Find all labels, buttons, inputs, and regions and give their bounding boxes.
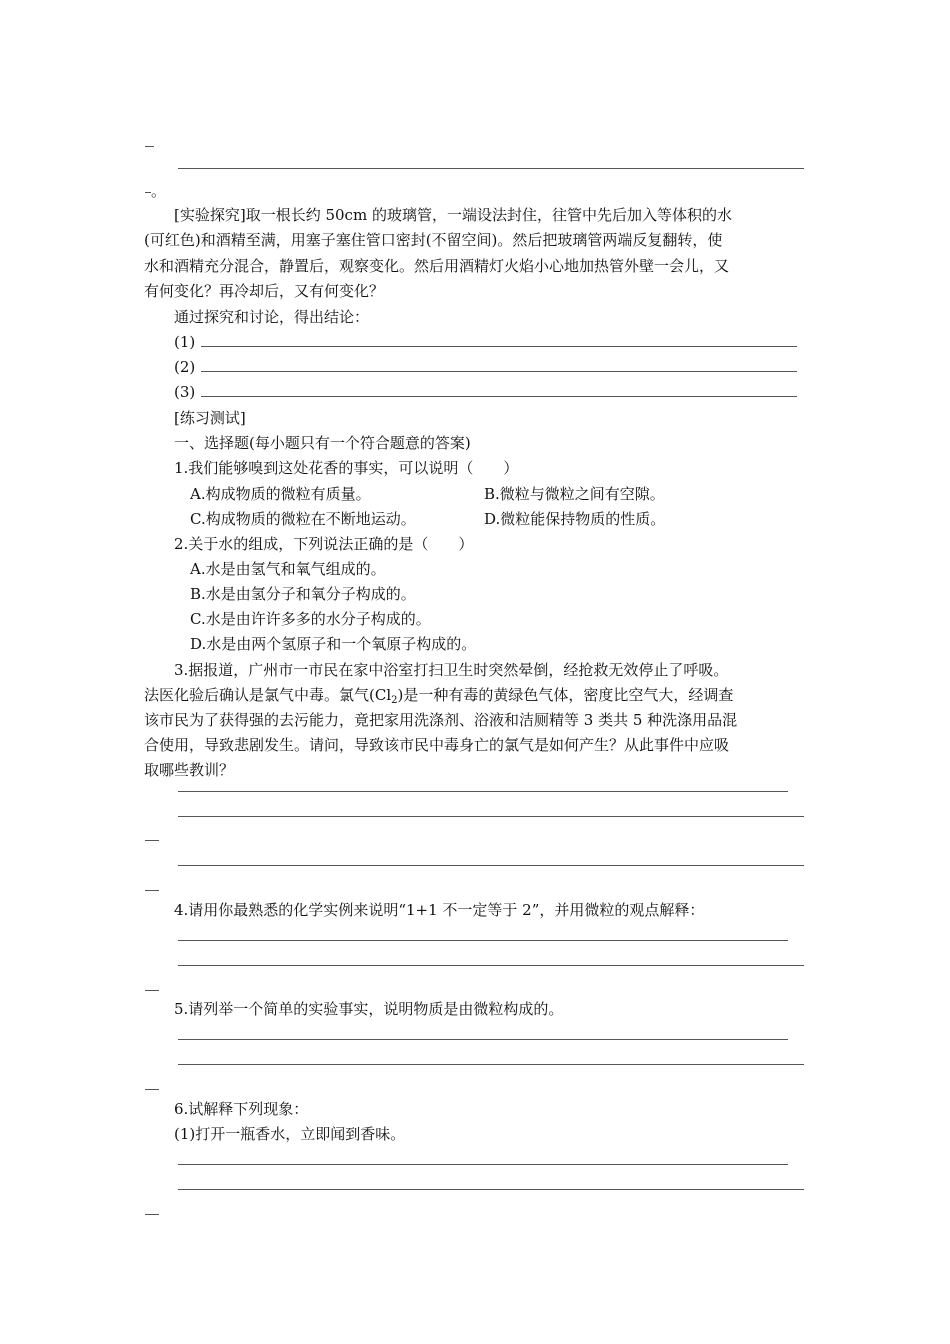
q1-option-b: B.微粒与微粒之间有空隙。 — [484, 485, 665, 503]
q6-answer-line — [178, 1189, 804, 1190]
answer-line-stub — [145, 840, 159, 841]
answer-line-stub — [145, 146, 154, 147]
conclusion-intro: 通过探究和讨论，得出结论： — [174, 308, 370, 326]
answer-line — [178, 168, 804, 169]
q3-answer-line — [178, 816, 804, 817]
q6-part-1: (1)打开一瓶香水，立即闻到香味。 — [174, 1125, 406, 1143]
experiment-line-4: 有何变化？再冷却后，又有何变化？ — [144, 282, 385, 300]
q2-option-b: B.水是由氢分子和氧分子构成的。 — [190, 585, 416, 603]
conclusion-answer-line-1 — [201, 346, 797, 347]
conclusion-answer-line-2 — [201, 371, 797, 372]
q5-answer-line — [178, 1064, 804, 1065]
conclusion-label-1: (1) — [174, 333, 196, 351]
q5-answer-line — [178, 1039, 788, 1040]
q6-stem: 6.试解释下列现象： — [174, 1100, 309, 1118]
q3-answer-line — [178, 791, 788, 792]
q1-stem: 1.我们能够嗅到这处花香的事实，可以说明（ ） — [174, 459, 519, 477]
experiment-line-3: 水和酒精充分混合，静置后，观察变化。然后用酒精灯火焰小心地加热管外壁一会儿，又 — [144, 257, 730, 275]
chlorine-subscript: 2 — [391, 695, 398, 706]
q1-option-a: A.构成物质的微粒有质量。 — [190, 485, 371, 503]
q2-option-c: C.水是由许许多多的水分子构成的。 — [190, 610, 431, 628]
experiment-line-2: (可红色)和酒精至满，用塞子塞住管口密封(不留空间)。然后把玻璃管两端反复翻转，使 — [144, 231, 723, 249]
conclusion-label-2: (2) — [174, 358, 196, 376]
q3-line-1: 3.据报道，广州市一市民在家中浴室打扫卫生时突然晕倒，经抢救无效停止了呼吸。 — [174, 661, 729, 679]
experiment-line-1: [实验探究]取一根长约 50cm 的玻璃管，一端设法封住，往管中先后加入等体积的水 — [174, 206, 732, 224]
q3-line-2-pre: 法医化验后确认是氯气中毒。氯气(Cl — [144, 686, 392, 704]
answer-line-stub — [145, 890, 159, 891]
q2-option-d: D.水是由两个氢原子和一个氧原子构成的。 — [190, 635, 477, 653]
q3-line-2 — [144, 685, 733, 711]
conclusion-answer-line-3 — [201, 396, 797, 397]
section-heading: 一、选择题(每小题只有一个符合题意的答案) — [174, 434, 471, 452]
answer-line-stub — [145, 990, 159, 991]
q3-line-5: 取哪些教训？ — [144, 761, 235, 779]
q4-answer-line — [178, 940, 788, 941]
end-period: 。 — [151, 182, 167, 200]
q1-option-d: D.微粒能保持物质的性质。 — [484, 510, 666, 528]
q1-option-c: C.构成物质的微粒在不断地运动。 — [190, 510, 416, 528]
q3-line-4: 合使用，导致悲剧发生。请问，导致该市民中毒身亡的氯气是如何产生？从此事件中应吸 — [144, 736, 730, 754]
q6-answer-line — [178, 1164, 788, 1165]
q2-option-a: A.水是由氢气和氧气组成的。 — [190, 560, 386, 578]
conclusion-label-3: (3) — [174, 383, 196, 401]
q3-answer-line — [178, 865, 804, 866]
q3-line-2-post: )是一种有毒的黄绿色气体，密度比空气大，经调查 — [397, 686, 734, 704]
q4-answer-line — [178, 965, 804, 966]
q4-stem: 4.请用你最熟悉的化学实例来说明“1+1 不一定等于 2”，并用微粒的观点解释： — [174, 901, 705, 919]
q5-stem: 5.请列举一个简单的实验事实，说明物质是由微粒构成的。 — [174, 1000, 564, 1018]
practice-heading: [练习测试] — [174, 409, 246, 427]
answer-line-stub — [145, 1089, 159, 1090]
q2-stem: 2.关于水的组成，下列说法正确的是（ ） — [174, 535, 474, 553]
answer-line-stub — [145, 1214, 159, 1215]
q3-line-3: 该市民为了获得强的去污能力，竟把家用洗涤剂、浴液和洁厕精等 3 类共 5 种洗涤用品混 — [144, 711, 738, 729]
